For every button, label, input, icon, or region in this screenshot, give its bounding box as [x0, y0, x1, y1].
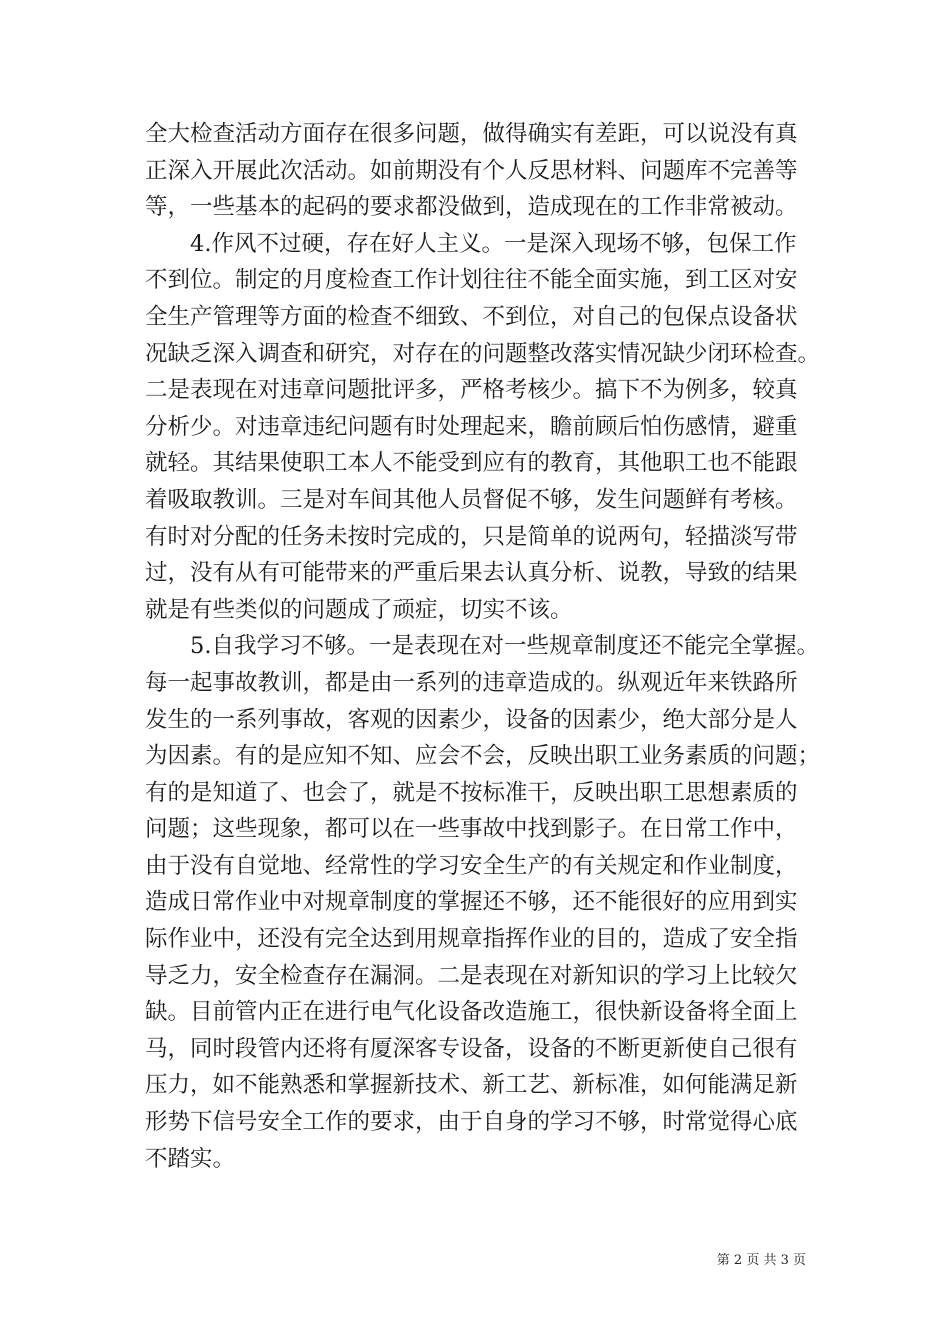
text-line: 就是有些类似的问题成了顽症，切实不该。 — [145, 596, 573, 623]
text-line: 导乏力，安全检查存在漏洞。二是表现在对新知识的学习上比较欠 — [145, 962, 798, 989]
text-line: 发生的一系列事故，客观的因素少，设备的因素少，绝大部分是人 — [145, 706, 798, 733]
text-line: 际作业中，还没有完全达到用规章指挥作业的目的，造成了安全指 — [145, 926, 798, 953]
text-line: 等，一些基本的起码的要求都没做到，造成现在的工作非常被动。 — [145, 194, 798, 221]
text-line: 形势下信号安全工作的要求，由于自身的学习不够，时常觉得心底 — [145, 1109, 798, 1136]
text-line: 造成日常作业中对规章制度的掌握还不够，还不能很好的应用到实 — [145, 889, 798, 916]
text-line: 问题；这些现象，都可以在一些事故中找到影子。在日常工作中， — [145, 816, 798, 843]
text-line: 每一起事故教训，都是由一系列的违章造成的。纵观近年来铁路所 — [145, 669, 798, 696]
text-line: 不踏实。 — [145, 1145, 236, 1172]
text-line: 马，同时段管内还将有厦深客专设备，设备的不断更新使自己很有 — [145, 1035, 798, 1062]
text-line: 4.作风不过硬，存在好人主义。一是深入现场不够，包保工作 — [145, 230, 797, 257]
text-line: 有时对分配的任务未按时完成的，只是简单的说两句，轻描淡写带 — [145, 523, 798, 550]
text-line: 缺。目前管内正在进行电气化设备改造施工，很快新设备将全面上 — [145, 999, 798, 1026]
text-line: 有的是知道了、也会了，就是不按标准干，反映出职工思想素质的 — [145, 779, 798, 806]
text-line: 正深入开展此次活动。如前期没有个人反思材料、问题库不完善等 — [145, 157, 798, 184]
page-number-footer: 第 2 页 共 3 页 — [716, 1253, 806, 1268]
text-line: 就轻。其结果使职工本人不能受到应有的教育，其他职工也不能跟 — [145, 450, 798, 477]
text-line: 压力，如不能熟悉和掌握新技术、新工艺、新标准，如何能满足新 — [145, 1072, 798, 1099]
text-line: 不到位。制定的月度检查工作计划往往不能全面实施，到工区对安 — [145, 267, 798, 294]
text-line: 为因素。有的是应知不知、应会不会，反映出职工业务素质的问题； — [145, 743, 821, 770]
document-body — [145, 116, 845, 1177]
text-line: 全生产管理等方面的检查不细致、不到位，对自己的包保点设备状 — [145, 303, 798, 330]
text-line: 二是表现在对违章问题批评多，严格考核少。搞下不为例多，较真 — [145, 377, 798, 404]
text-line: 着吸取教训。三是对车间其他人员督促不够，发生问题鲜有考核。 — [145, 486, 798, 513]
text-line: 5.自我学习不够。一是表现在对一些规章制度还不能完全掌握。 — [145, 633, 819, 660]
text-line: 分析少。对违章违纪问题有时处理起来，瞻前顾后怕伤感情，避重 — [145, 413, 798, 440]
text-line: 由于没有自觉地、经常性的学习安全生产的有关规定和作业制度， — [145, 852, 798, 879]
text-line: 况缺乏深入调查和研究，对存在的问题整改落实情况缺少闭环检查。 — [145, 340, 821, 367]
text-line: 过，没有从有可能带来的严重后果去认真分析、说教，导致的结果 — [145, 560, 798, 587]
text-line: 全大检查活动方面存在很多问题，做得确实有差距，可以说没有真 — [145, 121, 798, 147]
